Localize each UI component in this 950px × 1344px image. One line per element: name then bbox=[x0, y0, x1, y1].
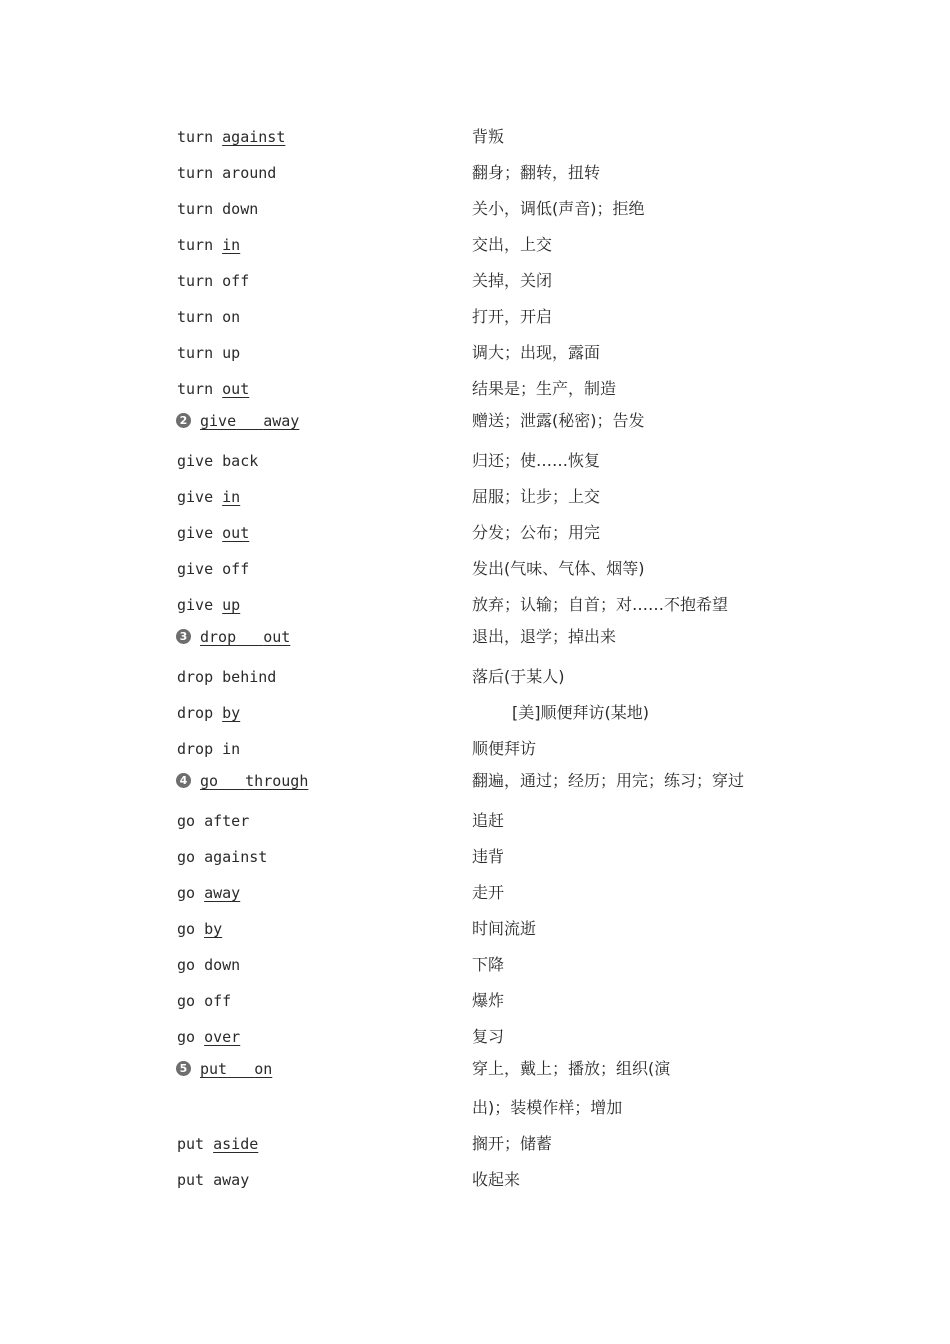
phrase-definition: [美]顺便拜访(某地) bbox=[512, 703, 649, 722]
phrase-definition: 发出(气味、气体、烟等) bbox=[472, 559, 645, 578]
phrase-term bbox=[177, 307, 240, 327]
phrase-verb: drop bbox=[177, 740, 214, 758]
phrase-spacer bbox=[195, 1028, 204, 1046]
phrase-particle: around bbox=[222, 164, 277, 182]
phrase-verb: turn bbox=[177, 164, 214, 182]
phrase-particle: away bbox=[213, 1171, 250, 1189]
phrase-term bbox=[177, 199, 258, 219]
phrase-term bbox=[177, 883, 240, 903]
phrase-definition: 走开 bbox=[472, 883, 505, 902]
phrase-verb: drop bbox=[177, 704, 214, 722]
phrase-spacer bbox=[204, 1135, 213, 1153]
phrase-particle: up bbox=[222, 596, 241, 614]
phrase-particle: over bbox=[204, 1028, 241, 1046]
phrase-term bbox=[177, 451, 258, 471]
phrase-term bbox=[177, 703, 240, 723]
phrase-verb: put bbox=[177, 1171, 205, 1189]
phrase-particle: in bbox=[222, 740, 241, 758]
phrase-term bbox=[177, 163, 276, 183]
phrase-verb: go bbox=[177, 1028, 196, 1046]
phrase-spacer bbox=[213, 704, 222, 722]
list-item bbox=[0, 1098, 950, 1128]
phrase-spacer bbox=[213, 272, 222, 290]
phrase-spacer bbox=[236, 628, 263, 646]
list-item bbox=[0, 559, 950, 589]
phrase-verb: go bbox=[177, 992, 196, 1010]
phrase-particle: on bbox=[222, 308, 241, 326]
phrase-definition: 追赶 bbox=[472, 811, 505, 830]
phrase-definition: 下降 bbox=[472, 955, 505, 974]
list-item bbox=[0, 739, 950, 769]
phrase-definition: 时间流逝 bbox=[472, 919, 537, 938]
phrase-verb: put bbox=[177, 1135, 205, 1153]
phrase-verb: turn bbox=[177, 236, 214, 254]
phrase-term bbox=[177, 487, 240, 507]
phrase-spacer bbox=[195, 956, 204, 974]
phrase-particle: off bbox=[222, 272, 250, 290]
phrase-term bbox=[177, 379, 249, 399]
phrase-term bbox=[177, 919, 222, 939]
list-item bbox=[0, 163, 950, 193]
phrase-particle: off bbox=[222, 560, 250, 578]
phrase-spacer bbox=[213, 668, 222, 686]
phrase-term bbox=[177, 127, 285, 147]
phrase-term bbox=[177, 667, 276, 687]
list-item bbox=[0, 1170, 950, 1200]
list-item bbox=[0, 1134, 950, 1164]
phrase-term bbox=[177, 595, 240, 615]
phrase-definition: 放弃；认输；自首；对……不抱希望 bbox=[472, 595, 729, 614]
phrase-verb: turn bbox=[177, 344, 214, 362]
list-item bbox=[0, 667, 950, 697]
phrase-term bbox=[177, 235, 240, 255]
phrase-term bbox=[177, 343, 240, 363]
group-number-icon: 5 bbox=[176, 1061, 191, 1076]
phrase-particle: out bbox=[222, 380, 250, 398]
phrase-spacer bbox=[213, 488, 222, 506]
phrase-verb: give bbox=[200, 412, 237, 430]
phrase-spacer bbox=[195, 812, 204, 830]
phrase-verb: put bbox=[200, 1060, 228, 1078]
phrase-spacer bbox=[213, 596, 222, 614]
phrase-particle: behind bbox=[222, 668, 277, 686]
list-item bbox=[0, 523, 950, 553]
list-item bbox=[0, 487, 950, 517]
phrase-particle: up bbox=[222, 344, 241, 362]
list-item bbox=[0, 411, 950, 441]
phrase-definition: 屈服；让步；上交 bbox=[472, 487, 601, 506]
phrase-verb: go bbox=[177, 956, 196, 974]
phrase-spacer bbox=[213, 164, 222, 182]
phrase-spacer bbox=[213, 344, 222, 362]
phrase-verb: drop bbox=[177, 668, 214, 686]
list-item bbox=[0, 883, 950, 913]
list-item bbox=[0, 991, 950, 1021]
group-number-icon: 4 bbox=[176, 773, 191, 788]
list-item bbox=[0, 703, 950, 733]
phrase-definition: 打开，开启 bbox=[472, 307, 553, 326]
phrase-verb: drop bbox=[200, 628, 237, 646]
phrase-definition: 调大；出现，露面 bbox=[472, 343, 601, 362]
list-item bbox=[0, 627, 950, 657]
phrase-particle: against bbox=[204, 848, 268, 866]
list-item bbox=[0, 771, 950, 801]
phrase-term bbox=[200, 771, 308, 791]
phrase-term bbox=[177, 739, 240, 759]
group-number-icon: 2 bbox=[176, 413, 191, 428]
phrase-spacer bbox=[213, 560, 222, 578]
phrase-verb: go bbox=[177, 848, 196, 866]
phrase-spacer bbox=[236, 412, 263, 430]
phrase-term bbox=[200, 1059, 272, 1079]
phrase-spacer bbox=[195, 920, 204, 938]
phrase-verb: go bbox=[177, 920, 196, 938]
phrase-spacer bbox=[213, 380, 222, 398]
phrase-term bbox=[200, 411, 299, 431]
phrase-definition: 交出，上交 bbox=[472, 235, 553, 254]
phrase-spacer bbox=[218, 772, 245, 790]
list-item bbox=[0, 919, 950, 949]
phrase-particle: in bbox=[222, 236, 241, 254]
phrase-term bbox=[177, 523, 249, 543]
phrase-verb: turn bbox=[177, 272, 214, 290]
list-item bbox=[0, 811, 950, 841]
phrase-definition: 搁开；储蓄 bbox=[472, 1134, 553, 1153]
phrase-verb: give bbox=[177, 560, 214, 578]
phrase-definition: 退出，退学；掉出来 bbox=[472, 627, 617, 646]
phrase-particle: out bbox=[222, 524, 250, 542]
phrase-definition: 翻身；翻转，扭转 bbox=[472, 163, 601, 182]
phrase-particle: back bbox=[222, 452, 259, 470]
list-item bbox=[0, 127, 950, 157]
phrase-particle: by bbox=[204, 920, 223, 938]
phrase-spacer bbox=[213, 128, 222, 146]
list-item bbox=[0, 1059, 950, 1089]
phrase-definition: 顺便拜访 bbox=[472, 739, 537, 758]
phrase-verb: turn bbox=[177, 200, 214, 218]
phrase-spacer bbox=[213, 740, 222, 758]
phrase-definition: 背叛 bbox=[472, 127, 505, 146]
phrase-term bbox=[177, 271, 249, 291]
list-item bbox=[0, 379, 950, 409]
phrase-particle: by bbox=[222, 704, 241, 722]
phrase-term bbox=[177, 955, 240, 975]
phrase-verb: give bbox=[177, 488, 214, 506]
phrase-particle: down bbox=[222, 200, 259, 218]
phrase-definition: 结果是；生产，制造 bbox=[472, 379, 617, 398]
list-item bbox=[0, 235, 950, 265]
phrase-verb: turn bbox=[177, 308, 214, 326]
phrase-spacer bbox=[213, 452, 222, 470]
phrase-term bbox=[177, 559, 249, 579]
phrase-definition: 分发；公布；用完 bbox=[472, 523, 601, 542]
phrase-verb: give bbox=[177, 524, 214, 542]
phrase-particle: off bbox=[204, 992, 232, 1010]
phrase-particle: away bbox=[204, 884, 241, 902]
list-item bbox=[0, 451, 950, 481]
list-item bbox=[0, 271, 950, 301]
phrase-definition: 归还；使……恢复 bbox=[472, 451, 601, 470]
phrase-particle: on bbox=[254, 1060, 273, 1078]
phrase-particle: after bbox=[204, 812, 250, 830]
phrase-spacer bbox=[195, 992, 204, 1010]
list-item bbox=[0, 307, 950, 337]
list-item bbox=[0, 343, 950, 373]
list-item bbox=[0, 955, 950, 985]
phrase-particle: aside bbox=[213, 1135, 259, 1153]
phrase-term bbox=[177, 1027, 240, 1047]
phrase-verb: give bbox=[177, 596, 214, 614]
phrase-particle: down bbox=[204, 956, 241, 974]
phrase-term bbox=[177, 847, 267, 867]
phrase-spacer bbox=[227, 1060, 254, 1078]
list-item bbox=[0, 595, 950, 625]
phrase-definition: 违背 bbox=[472, 847, 505, 866]
phrase-verb: go bbox=[200, 772, 219, 790]
phrase-definition: 关掉，关闭 bbox=[472, 271, 553, 290]
phrase-definition: 穿上，戴上；播放；组织(演 bbox=[472, 1059, 671, 1078]
phrase-term bbox=[177, 1134, 258, 1154]
phrase-particle: in bbox=[222, 488, 241, 506]
phrase-term bbox=[177, 811, 249, 831]
phrase-spacer bbox=[195, 884, 204, 902]
phrase-definition: 复习 bbox=[472, 1027, 505, 1046]
phrase-spacer bbox=[213, 200, 222, 218]
phrase-particle: away bbox=[263, 412, 300, 430]
phrase-spacer bbox=[213, 524, 222, 542]
phrase-spacer bbox=[204, 1171, 213, 1189]
phrase-spacer bbox=[213, 236, 222, 254]
phrase-particle: through bbox=[245, 772, 309, 790]
phrase-term bbox=[177, 991, 231, 1011]
phrase-verb: turn bbox=[177, 128, 214, 146]
phrase-particle: against bbox=[222, 128, 286, 146]
phrase-verb: give bbox=[177, 452, 214, 470]
phrase-definition: 关小，调低(声音)；拒绝 bbox=[472, 199, 645, 218]
phrase-verb: turn bbox=[177, 380, 214, 398]
phrase-definition: 收起来 bbox=[472, 1170, 521, 1189]
list-item bbox=[0, 1027, 950, 1057]
phrase-term bbox=[200, 627, 290, 647]
list-item bbox=[0, 199, 950, 229]
group-number-icon: 3 bbox=[176, 629, 191, 644]
phrase-definition: 落后(于某人) bbox=[472, 667, 565, 686]
phrase-particle: out bbox=[263, 628, 291, 646]
phrase-verb: go bbox=[177, 884, 196, 902]
phrase-term bbox=[177, 1170, 249, 1190]
phrase-definition: 翻遍，通过；经历；用完；练习；穿过 bbox=[472, 771, 745, 790]
phrase-definition: 出)；装模作样；增加 bbox=[472, 1098, 623, 1117]
phrase-definition: 爆炸 bbox=[472, 991, 505, 1010]
phrase-spacer bbox=[213, 308, 222, 326]
phrase-definition: 赠送；泄露(秘密)；告发 bbox=[472, 411, 645, 430]
list-item bbox=[0, 847, 950, 877]
phrase-spacer bbox=[195, 848, 204, 866]
phrase-verb: go bbox=[177, 812, 196, 830]
